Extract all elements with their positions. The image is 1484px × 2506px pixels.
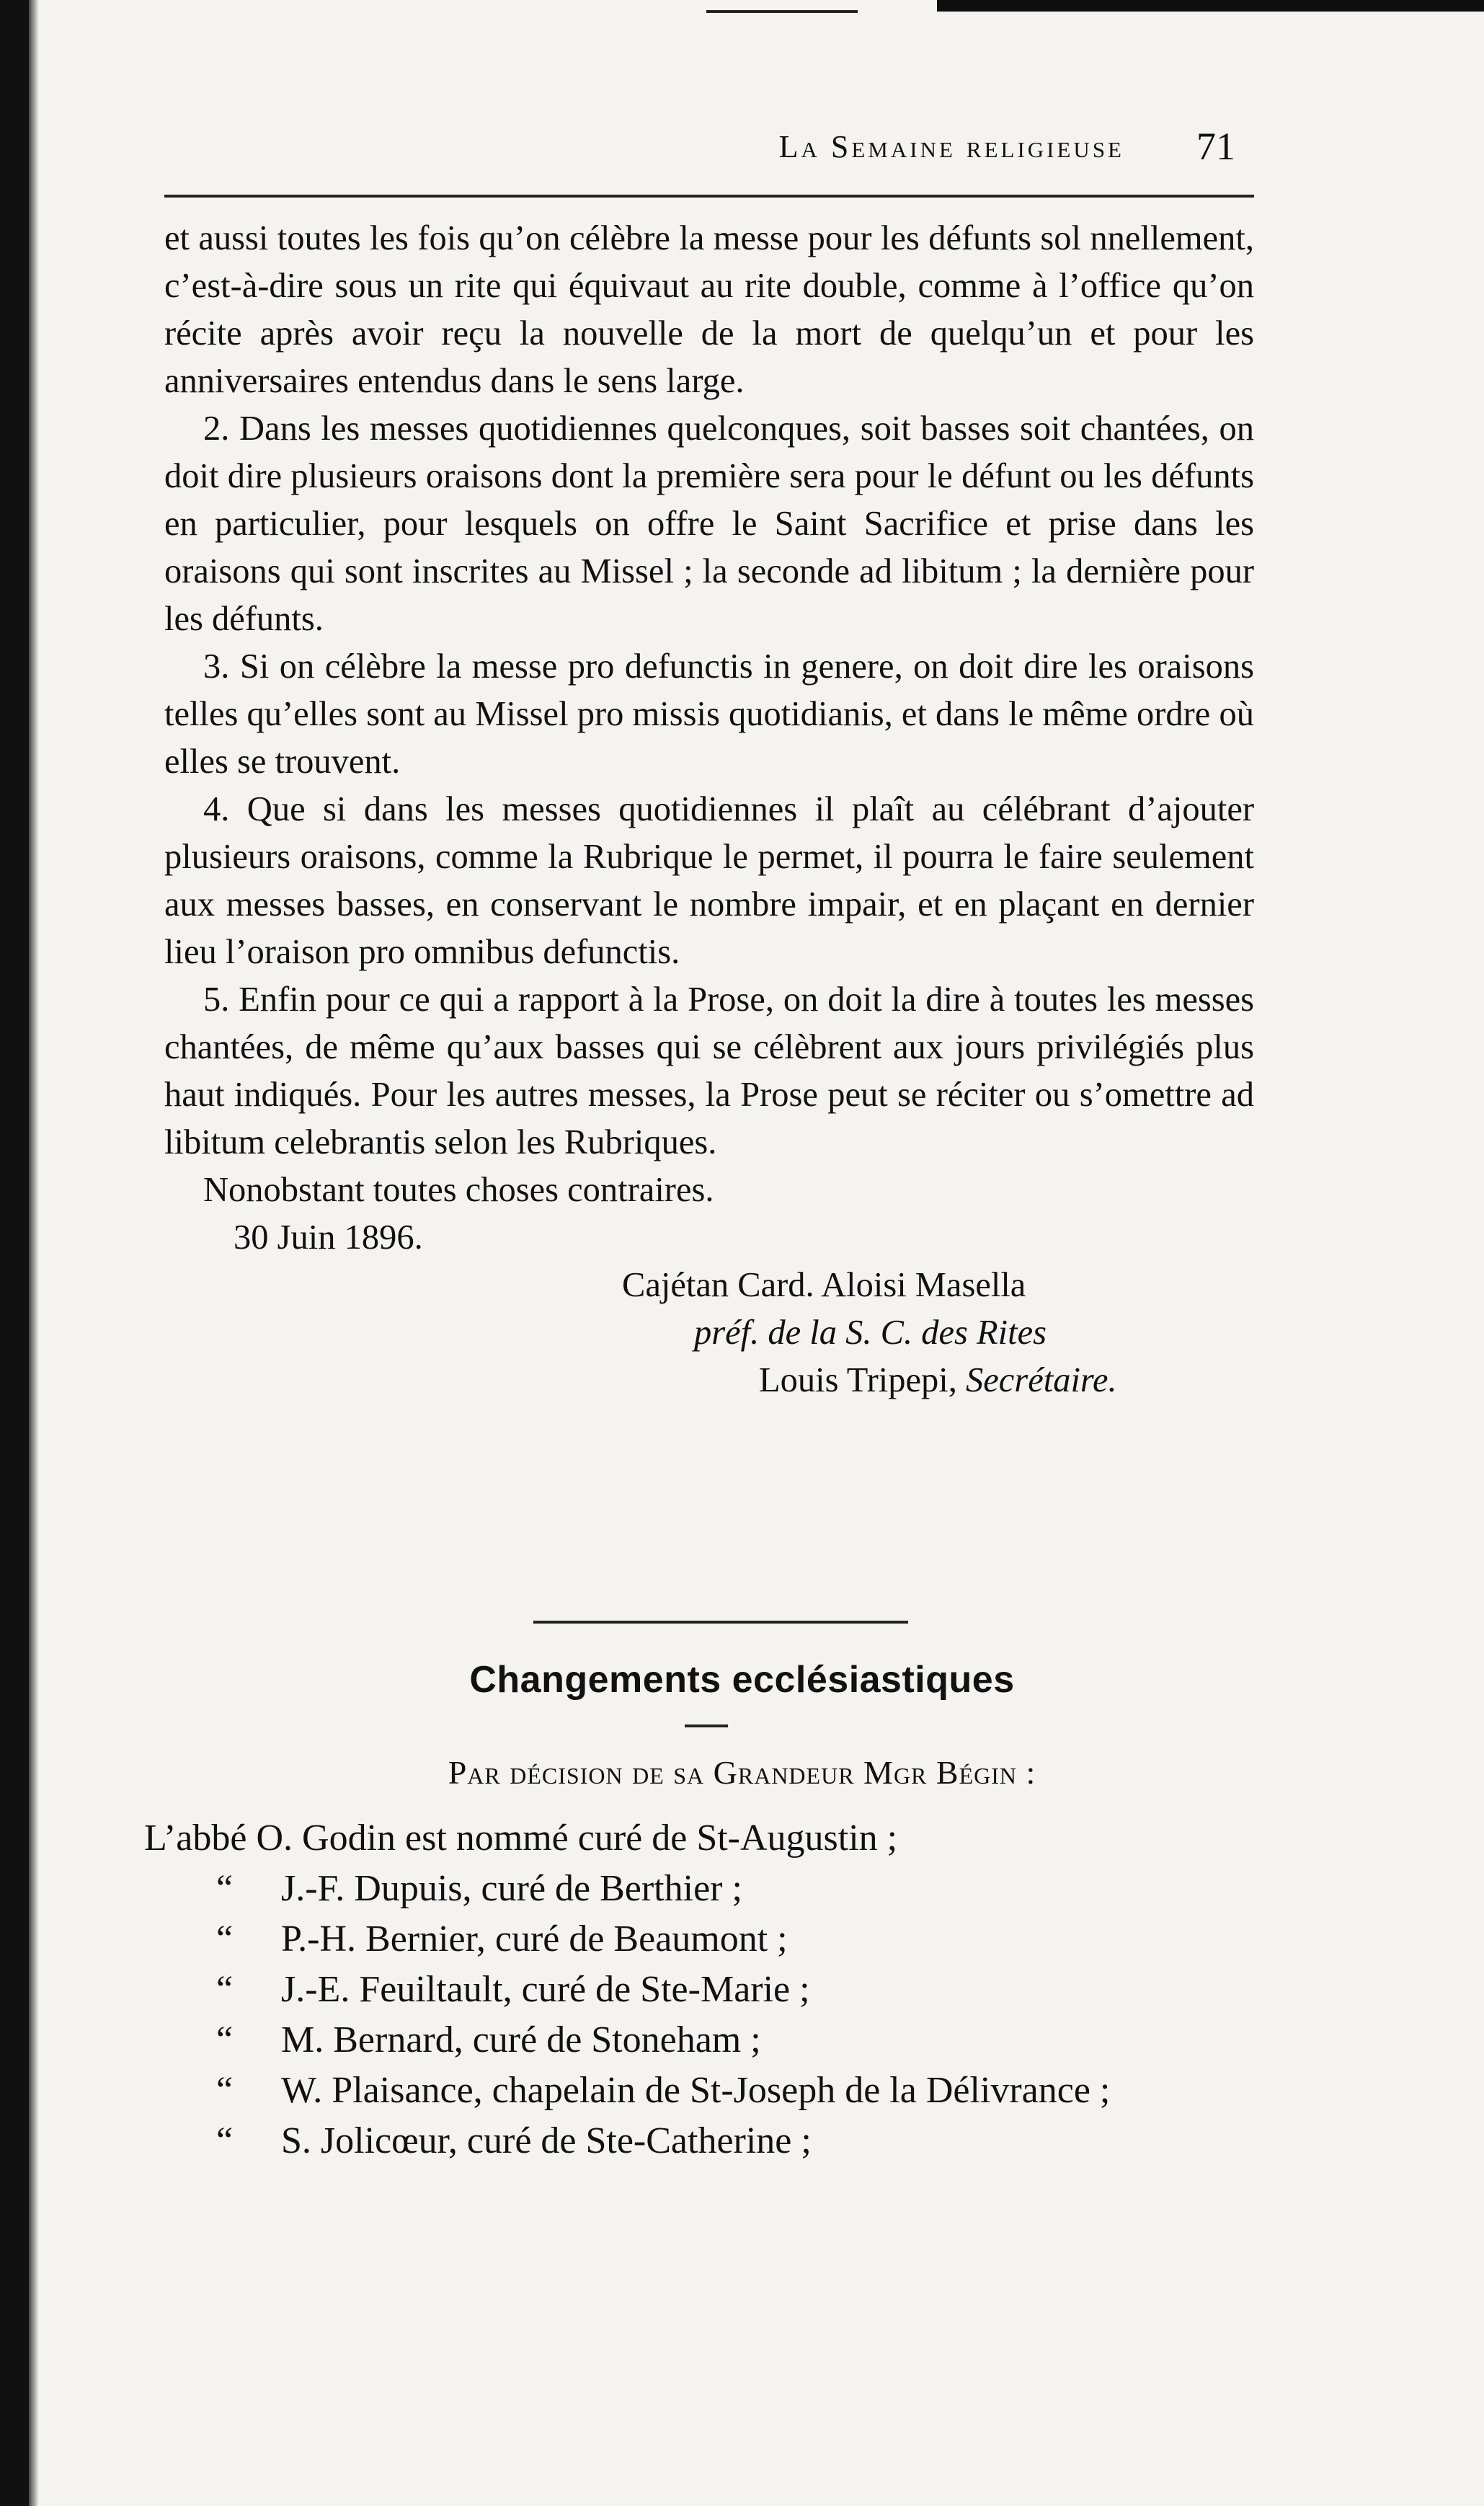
appointment-text: J.-E. Feuiltault, curé de Ste-Marie ; <box>281 1969 810 2010</box>
running-header-title: La Semaine religieuse <box>778 129 1124 164</box>
title-short-rule <box>685 1724 728 1727</box>
appointment-entry <box>144 1914 1268 1965</box>
book-binding-edge <box>0 0 29 2506</box>
paragraph-4: 4. Que si dans les messes quotidiennes il plaît au célébrant d’ajouter plusieurs oraisons, comme la Rubrique le permet, il pourra le faire seulement aux messes basses, en conservant le nombre impair, et en plaçant en dernier lieu l’oraison pro omnibus defunctis. <box>164 790 1254 971</box>
paragraph-2: 2. Dans les messes quotidiennes quelconques, soit basses soit chantées, on doit dire plusieurs oraisons dont la première sera pour le défunt ou les défunts en particulier, pour lesquels on offre le Saint Sacrifice et prise dans les oraisons qui sont inscrites au Missel ; la seconde ad libitum ; la dernière pour les défunts. <box>164 409 1254 638</box>
authority-line: Par décision de sa Grandeur Mgr Bégin : <box>448 1754 1036 1791</box>
appointment-text: W. Plaisance, chapelain de St-Joseph de la Délivrance ; <box>281 2070 1111 2111</box>
appointments-list <box>144 1813 1268 2166</box>
appointment-text: P.-H. Bernier, curé de Beaumont ; <box>281 1918 788 1960</box>
decree-date: 30 Juin 1896. <box>234 1218 423 1257</box>
section-title: Changements ecclésiastiques <box>469 1659 1015 1701</box>
ditto-mark: “ <box>216 1969 234 2010</box>
appointment-entry <box>144 1864 1268 1914</box>
page-number: 71 <box>1196 125 1235 168</box>
secretary-title: Secrétaire. <box>966 1361 1117 1399</box>
section-separator-rule <box>533 1621 908 1624</box>
signature-prefect-title: préf. de la S. C. des Rites <box>694 1314 1047 1352</box>
paragraph-5: 5. Enfin pour ce qui a rapport à la Prose, on doit la dire à toutes les messes chantées, de même qu’aux basses qui se célèbrent aux jours privilégiés plus haut indiqués. Pour les autres messes, la Prose peut se réciter ou s’omettre ad libitum celebrantis selon les Rubriques. <box>164 980 1254 1161</box>
signature-prefect: Cajétan Card. Aloisi Masella <box>622 1266 1026 1304</box>
ditto-mark: “ <box>216 1918 234 1960</box>
appointment-entry <box>144 2066 1268 2116</box>
appointment-entry <box>144 2015 1268 2066</box>
appointment-entry <box>144 2116 1268 2166</box>
appointment-text: M. Bernard, curé de Stoneham ; <box>281 2019 761 2060</box>
binding-shadow <box>29 0 39 2506</box>
decree-text <box>164 215 1254 1404</box>
appointment-text: J.-F. Dupuis, curé de Berthier ; <box>281 1868 742 1909</box>
ditto-mark: “ <box>216 2019 234 2060</box>
running-header <box>0 125 1484 172</box>
closing-formula: Nonobstant toutes choses contraires. <box>203 1171 714 1209</box>
appointment-entry: L’abbé O. Godin est nommé curé de St-Augustin ; <box>144 1817 898 1859</box>
secretary-name: Louis Tripepi, <box>759 1361 957 1399</box>
top-edge-bar <box>937 0 1484 12</box>
paragraph-1: et aussi toutes les fois qu’on célèbre la messe pour les défunts sol nnellement, c’est-à-dire sous un rite qui équivaut au rite double, comme à l’office qu’on récite après avoir reçu la nouvelle de la mort de quelqu’un et pour les anniversaires entendus dans le sens large. <box>164 219 1254 400</box>
ditto-mark: “ <box>216 2070 234 2111</box>
ditto-mark: “ <box>216 1868 234 1909</box>
ditto-mark: “ <box>216 2120 234 2161</box>
appointment-text: S. Jolicœur, curé de Ste-Catherine ; <box>281 2120 812 2161</box>
paragraph-3: 3. Si on célèbre la messe pro defunctis in genere, on doit dire les oraisons telles qu’elles sont au Missel pro missis quotidianis, et dans le même ordre où elles se trouvent. <box>164 647 1254 781</box>
top-edge-mark <box>706 10 858 13</box>
signature-secretary <box>164 1357 1254 1404</box>
appointment-entry <box>144 1965 1268 2015</box>
header-rule <box>164 195 1254 198</box>
